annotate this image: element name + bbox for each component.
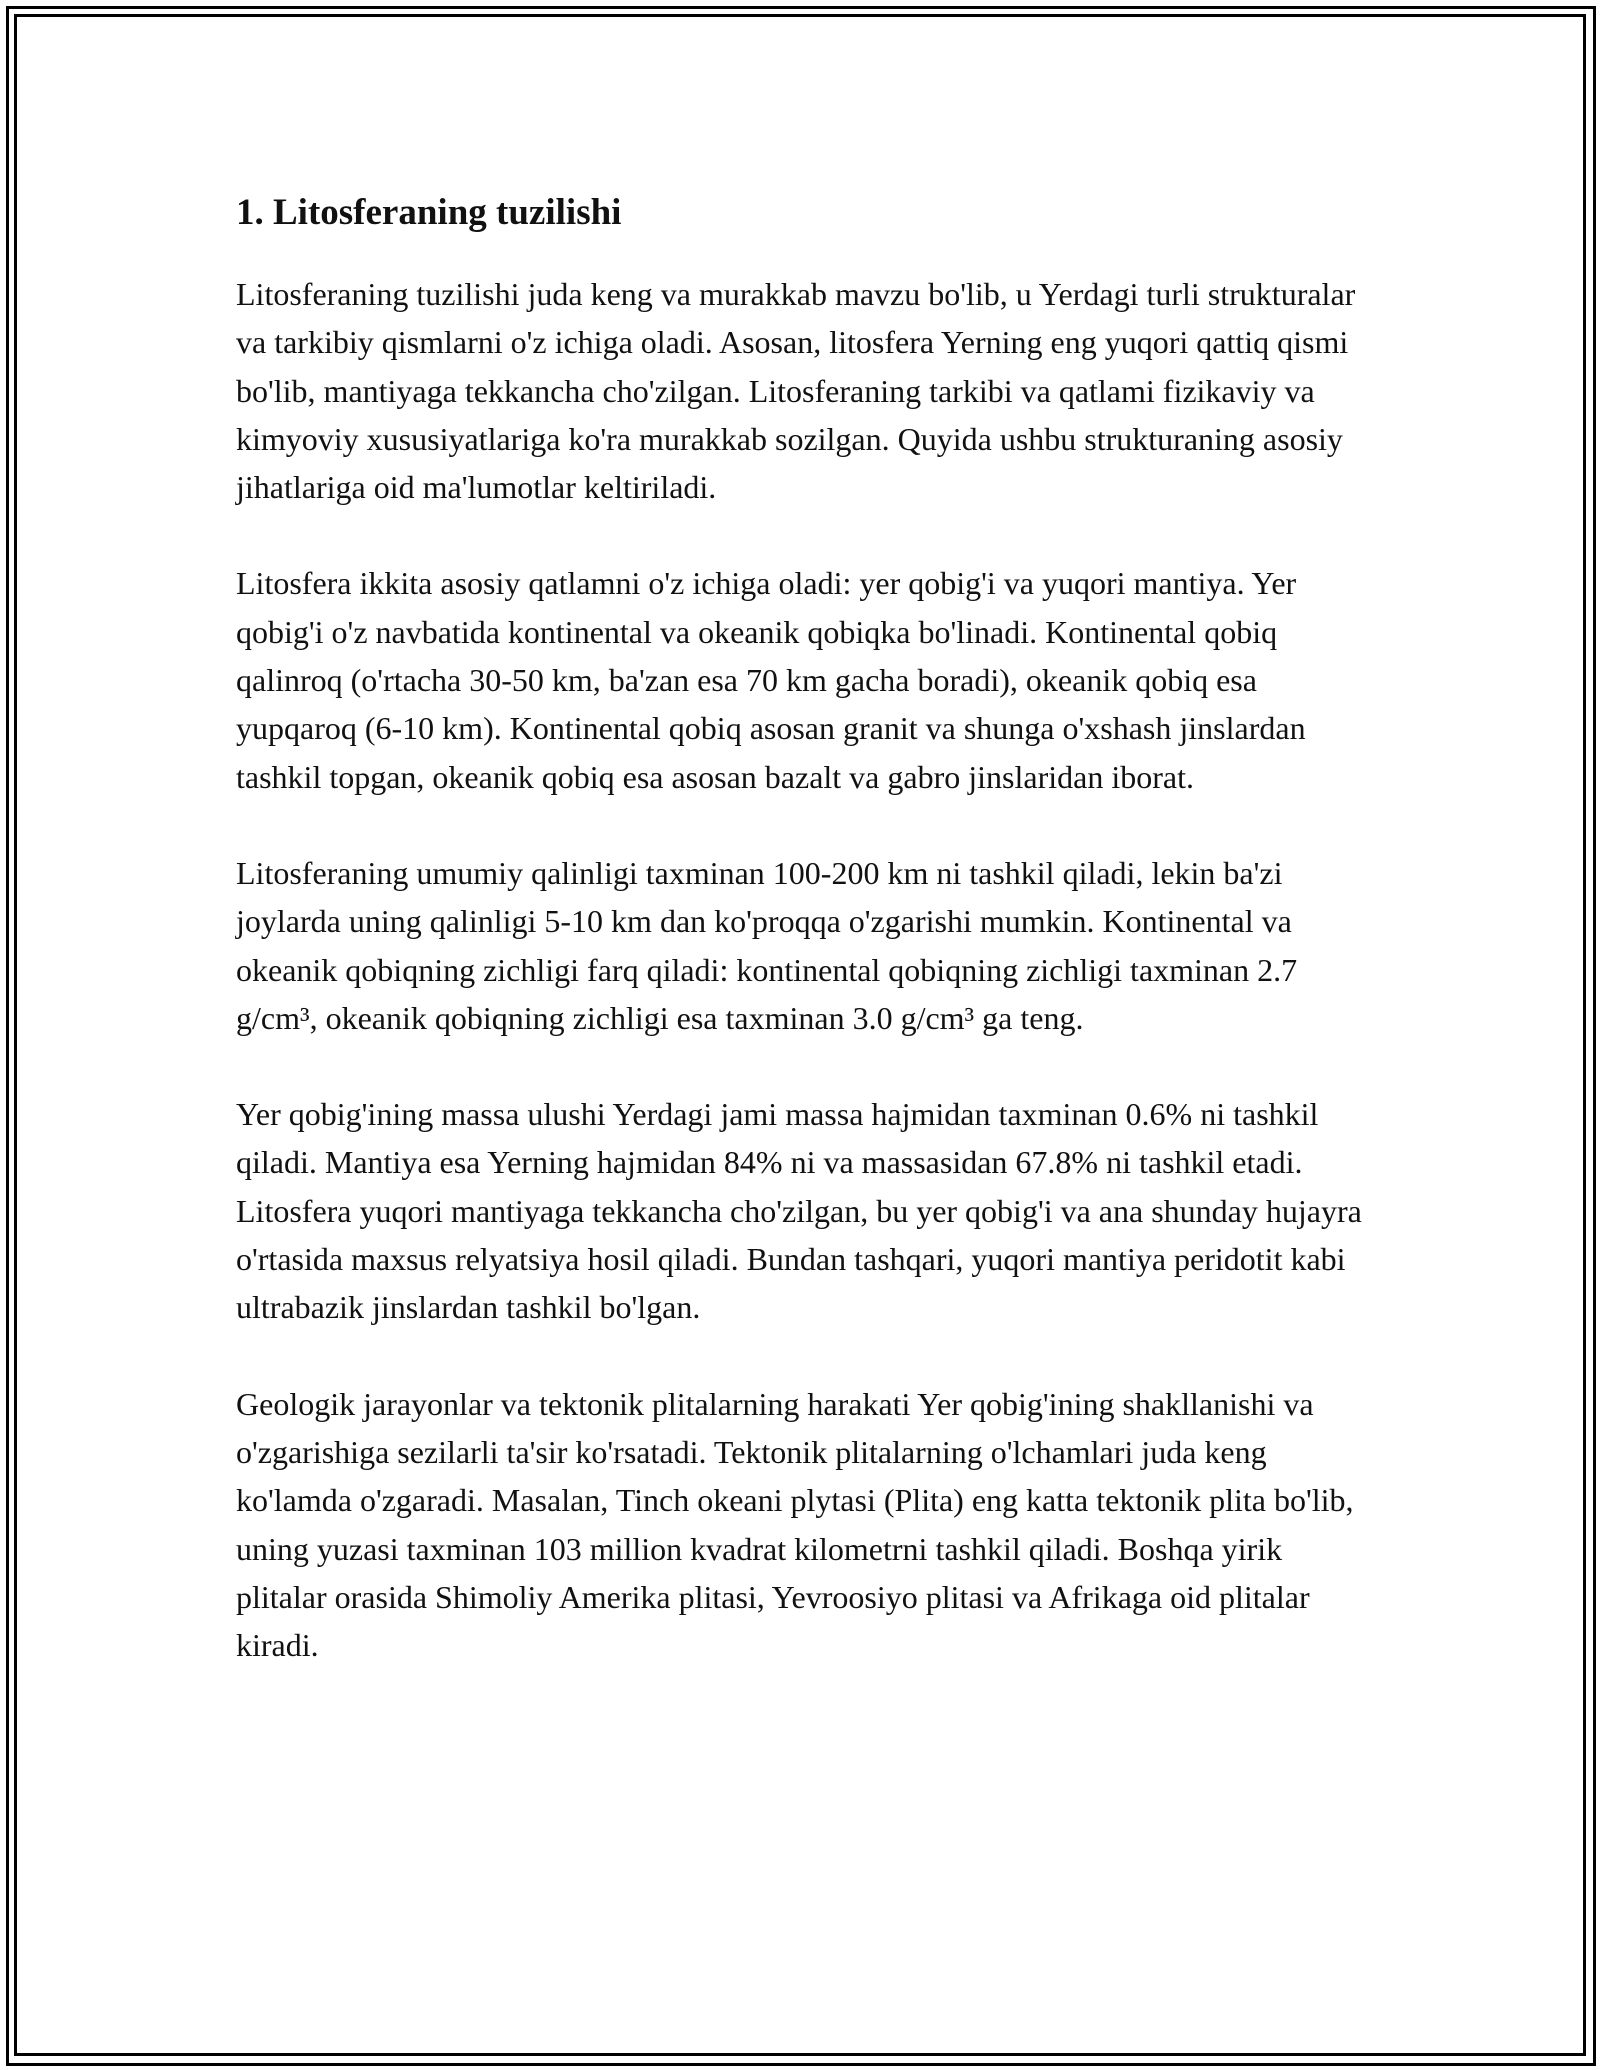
paragraph-1: Litosferaning tuzilishi juda keng va murakkab mavzu bo'lib, u Yerdagi turli strukturalar va tarkibiy qismlarni o'z ichiga oladi. Asosan, litosfera Yerning eng yuqori qattiq qismi bo'lib, mantiyaga tekkancha cho'zilgan. Litosferaning tarkibi va qatlami fizikaviy va kimyoviy xususiyatlariga ko'ra murakkab sozilgan. Quyida ushbu strukturaning asosiy jihatlariga oid ma'lumotlar keltiriladi. — [236, 276, 1356, 506]
paragraph-4: Yer qobig'ining massa ulushi Yerdagi jami massa hajmidan taxminan 0.6% ni tashkil qiladi. Mantiya esa Yerning hajmidan 84% ni va massasidan 67.8% ni tashkil etadi. Litosfera yuqori mantiyaga tekkancha cho'zilgan, bu yer qobig'i va ana shunday hujayra o'rtasida maxsus relyatsiya hosil qiladi. Bundan tashqari, yuqori mantiya peridotit kabi ultrabazik jinslardan tashkil bo'lgan. — [236, 1096, 1362, 1326]
document-body — [236, 184, 1376, 1717]
paragraph-3: Litosferaning umumiy qalinligi taxminan 100-200 km ni tashkil qiladi, lekin ba'zi joylarda uning qalinligi 5-10 km dan ko'proqqa o'zgarishi mumkin. Kontinental va okeanik qobiqning zichligi farq qiladi: kontinental qobiqning zichligi taxminan 2.7 g/cm³, okeanik qobiqning zichligi esa taxminan 3.0 g/cm³ ga teng. — [236, 854, 1298, 1036]
paragraph-5: Geologik jarayonlar va tektonik plitalarning harakati Yer qobig'ining shakllanishi va o'zgarishiga sezilarli ta'sir ko'rsatadi. Tektonik plitalarning o'lchamlari juda keng ko'lamda o'zgaradi. Masalan, Tinch okeani plytasi (Plita) eng katta tektonik plita bo'lib, uning yuzasi taxminan 103 million kvadrat kilometrni tashkil qiladi. Boshqa yirik plitalar orasida Shimoliy Amerika plitasi, Yevroosiyo plitasi va Afrikaga oid plitalar kiradi. — [236, 1385, 1354, 1664]
section-heading: 1. Litosferaning tuzilishi — [236, 192, 622, 233]
paragraph-2: Litosfera ikkita asosiy qatlamni o'z ichiga oladi: yer qobig'i va yuqori mantiya. Yer qobig'i o'z navbatida kontinental va okeanik qobiqka bo'linadi. Kontinental qobiq qalinroq (o'rtacha 30-50 km, ba'zan esa 70 km gacha boradi), okeanik qobiq esa yupqaroq (6-10 km). Kontinental qobiq asosan granit va shunga o'xshash jinslardan tashkil topgan, okeanik qobiq esa asosan bazalt va gabro jinslaridan iborat. — [236, 565, 1306, 795]
